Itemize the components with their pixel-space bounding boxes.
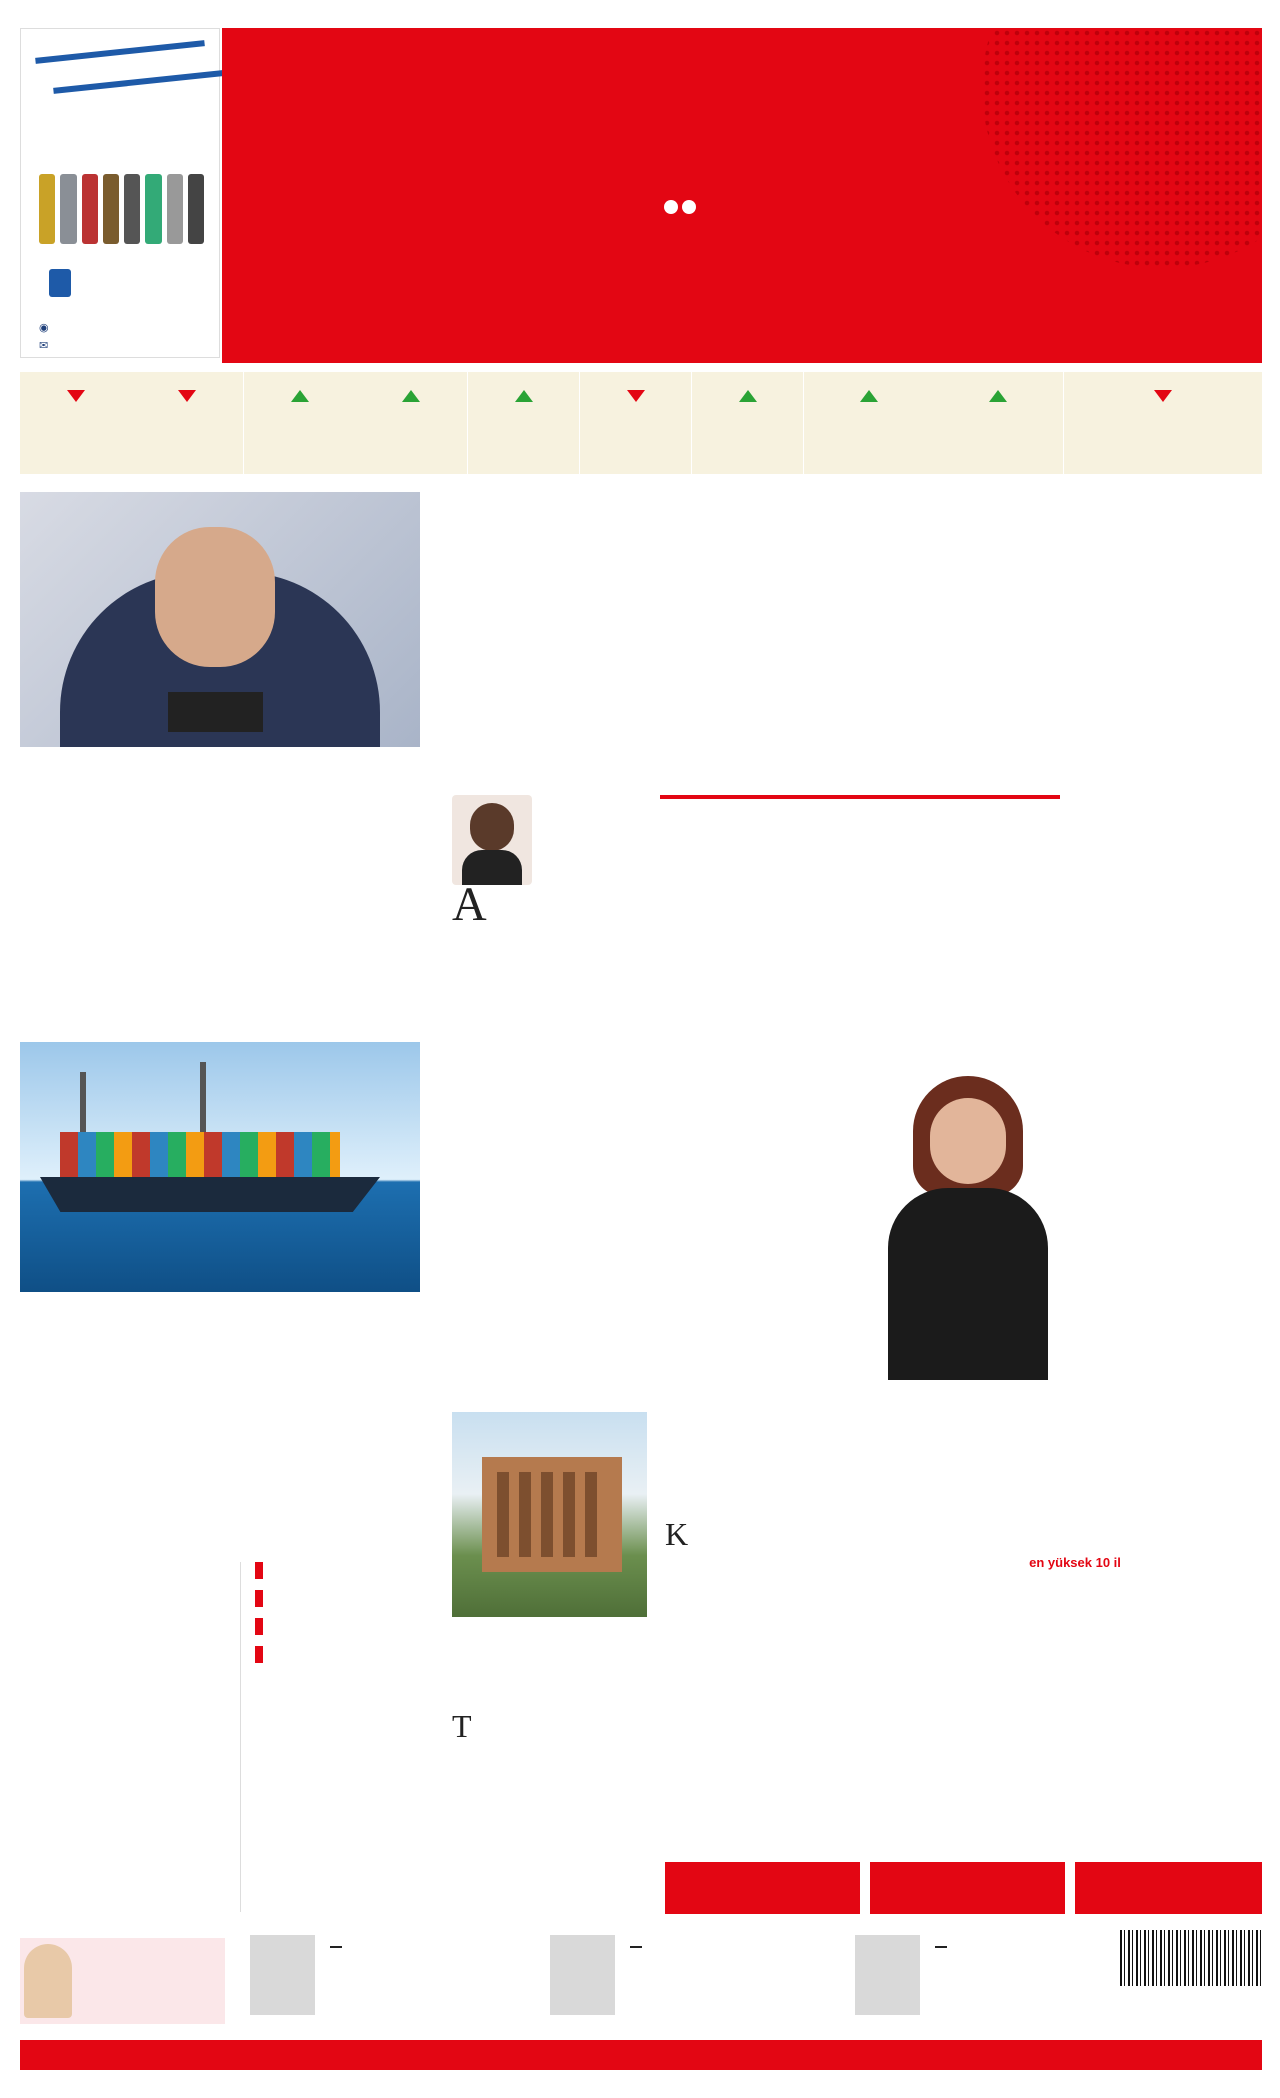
brief-item[interactable]	[255, 1646, 422, 1664]
column-gursel[interactable]	[855, 1935, 1095, 2025]
stat-box-sanayi[interactable]	[870, 1862, 1065, 1914]
globe-icon: ◉	[39, 322, 49, 334]
up-arrow-icon	[989, 390, 1007, 402]
up-arrow-icon	[739, 390, 757, 402]
ad-email	[39, 339, 48, 352]
gold-share-chart	[890, 1535, 1260, 1725]
author-photo	[452, 795, 532, 885]
dot-icon	[682, 200, 696, 214]
ad-slogan-1	[35, 40, 205, 64]
briefs-panel	[240, 1562, 422, 1912]
lead-body-col2	[660, 1055, 855, 1380]
ticker-borsa	[692, 372, 804, 474]
barcode	[1120, 1930, 1262, 2020]
konut-photo[interactable]	[452, 1412, 647, 1617]
brief-item[interactable]	[255, 1562, 422, 1580]
port-photo[interactable]	[20, 1042, 420, 1292]
down-arrow-icon	[178, 390, 196, 402]
stat-box-anneler-gunu[interactable]	[665, 1862, 860, 1914]
down-arrow-icon	[67, 390, 85, 402]
ticker-parite	[468, 372, 580, 474]
stat-box-hizli-tren[interactable]	[1075, 1862, 1262, 1914]
article-korfez-ihracat	[20, 1380, 420, 1525]
up-arrow-icon	[291, 390, 309, 402]
up-arrow-icon	[515, 390, 533, 402]
article-kurumlar-vergisi	[20, 848, 420, 1016]
promo-photo	[24, 1944, 72, 2018]
article-konut: T	[452, 1712, 472, 1744]
masthead	[222, 28, 1262, 363]
article-altin-col2	[870, 1730, 1065, 1850]
columnist-photo	[855, 1935, 920, 2015]
dot-icon	[664, 200, 678, 214]
ticker-dolar	[20, 372, 244, 474]
ad-slogan-2	[53, 70, 223, 94]
article-ningbo	[20, 1665, 220, 1910]
karagoz-photo[interactable]	[868, 1068, 1063, 1380]
article-altin-col3	[1075, 1730, 1262, 1840]
market-ticker	[20, 372, 1262, 474]
brief-item[interactable]	[255, 1618, 422, 1636]
advertisement-berdan[interactable]	[20, 28, 220, 358]
promo-award[interactable]	[20, 1938, 225, 2024]
lead-body-col1: A	[452, 885, 487, 931]
down-arrow-icon	[1154, 390, 1172, 402]
brief-item[interactable]	[255, 1590, 422, 1608]
up-arrow-icon	[402, 390, 420, 402]
article-132-sirket	[1078, 640, 1263, 940]
ticker-petrol	[1064, 372, 1262, 474]
article-altin-col1: K	[665, 1520, 689, 1552]
bolts-image	[39, 174, 204, 244]
barcode-bars	[1120, 1930, 1262, 1986]
ticker-euro	[244, 372, 468, 474]
mail-icon: ✉	[39, 340, 49, 352]
chart-subtitle: en yüksek 10 il	[1029, 1555, 1121, 1570]
down-arrow-icon	[627, 390, 645, 402]
table-title	[660, 795, 1060, 799]
article-kati-sinirlar	[1078, 1030, 1263, 1370]
column-duran[interactable]	[550, 1935, 830, 2025]
logo-tagline	[662, 193, 702, 218]
columnist-photo	[250, 1935, 315, 2015]
column-erdursun[interactable]	[250, 1935, 530, 2025]
baran-photo[interactable]	[20, 492, 420, 747]
ticker-tlref	[580, 372, 692, 474]
up-arrow-icon	[860, 390, 878, 402]
berdan-logo-icon	[49, 269, 71, 297]
ticker-altin	[804, 372, 1064, 474]
ad-web	[39, 321, 49, 334]
footer-bar	[20, 2040, 1262, 2070]
columnist-photo	[550, 1935, 615, 2015]
halftone-decoration	[982, 28, 1262, 268]
investor-table	[660, 795, 1060, 799]
